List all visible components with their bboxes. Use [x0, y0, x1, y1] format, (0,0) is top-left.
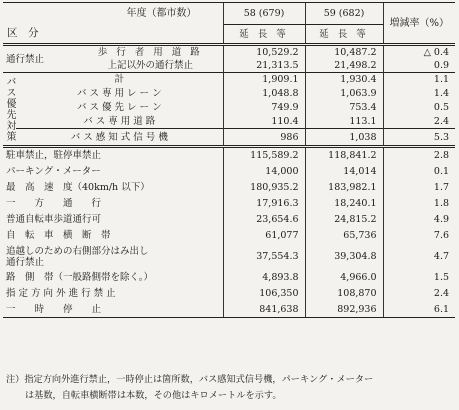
row-label: 駐車禁止，駐停車禁止: [3, 147, 223, 164]
row-label: 一 方 通 行: [6, 198, 102, 209]
rate-header: 増減率（%）: [383, 3, 455, 45]
traffic-group-label: 通行禁止: [3, 45, 78, 73]
value-59: 14,014: [305, 164, 383, 180]
table-row: [3, 129, 455, 147]
col-58-header: 58 (679): [223, 3, 305, 25]
rate-value: 7.6: [383, 228, 455, 244]
table-row: [3, 244, 455, 270]
rate-value: 0.5: [383, 101, 455, 115]
row-label: 上記以外の通行禁止: [107, 59, 194, 71]
row-label: 自 転 車 横 断 帯: [6, 230, 111, 241]
row-label: バ ス 専 用 道 路: [83, 115, 156, 127]
table-row: [3, 302, 455, 318]
value-58: 10,529.2: [223, 45, 305, 59]
value-58: 986: [223, 129, 305, 147]
table-row: [3, 286, 455, 302]
value-59: 753.4: [305, 101, 383, 115]
rate-value: 5.3: [383, 129, 455, 147]
rate-value: 2.4: [383, 286, 455, 302]
value-58: 841,638: [223, 302, 305, 318]
value-58: 14,000: [223, 164, 305, 180]
value-59: 1,930.4: [305, 73, 383, 87]
rate-value: 4.7: [383, 244, 455, 270]
value-58: 180,935.2: [223, 180, 305, 196]
row-label: 歩 行 者 用 道 路: [78, 45, 223, 59]
value-58: 21,313.5: [223, 59, 305, 73]
value-59: 10,487.2: [305, 45, 383, 59]
value-59: 108,870: [305, 286, 383, 302]
year-header: 年度（都市数）: [3, 3, 223, 25]
rate-value: 0.1: [383, 164, 455, 180]
table-row: [3, 212, 455, 228]
table-row: [3, 270, 455, 286]
traffic-regulation-table: [3, 2, 455, 318]
row-label: バ ス 専 用 レ ー ン: [76, 88, 162, 99]
value-59: 113.1: [305, 115, 383, 129]
footnote-line2: は基数，自転車横断帯は本数，その他はキロメートルを示す。: [25, 390, 282, 401]
value-58: 1,909.1: [223, 73, 305, 87]
row-label: 最 高 速 度（40km/h 以下）: [6, 182, 150, 193]
row-label: 計: [16, 73, 223, 87]
value-59: 21,498.2: [305, 59, 383, 73]
row-label: 指 定 方 向 外 進 行 禁 止: [6, 288, 116, 299]
value-59: 1,038: [305, 129, 383, 147]
rate-value: 1.1: [383, 73, 455, 87]
row-label: 普通自転車歩道通行可: [6, 214, 102, 225]
table-row: [3, 180, 455, 196]
value-58: 17,916.3: [223, 196, 305, 212]
value-59: 183,982.1: [305, 180, 383, 196]
table-row: [3, 147, 455, 164]
row-label: バ ス 優 先 レ ー ン: [76, 102, 162, 113]
row-label-line1: 追越しのための右側部分はみ出し: [6, 245, 149, 257]
table-row: [3, 228, 455, 244]
rate-value: 1.7: [383, 180, 455, 196]
value-59: 4,966.0: [305, 270, 383, 286]
footnote-line1: 注）指定方向外進行禁止，一時停止は箇所数，バス感知式信号機，パーキング・メーター: [6, 374, 374, 385]
row-label: 路 側 帯（一般路側帯を除く。）: [6, 272, 154, 283]
value-58: 37,554.3: [223, 244, 305, 270]
row-label-two-line: [3, 244, 223, 270]
value-58: 1,048.8: [223, 87, 305, 101]
rate-value: 2.4: [383, 115, 455, 129]
value-59: 65,736: [305, 228, 383, 244]
col-59-header: 59 (682): [305, 3, 383, 25]
value-59: 24,815.2: [305, 212, 383, 228]
value-58: 106,350: [223, 286, 305, 302]
rate-value: 1.8: [383, 196, 455, 212]
rate-value: 0.9: [383, 59, 455, 73]
value-58: 115,589.2: [223, 147, 305, 164]
table-row: [3, 196, 455, 212]
value-58: 61,077: [223, 228, 305, 244]
rate-value: 4.9: [383, 212, 455, 228]
rate-value: 2.8: [383, 147, 455, 164]
value-58: 749.9: [223, 101, 305, 115]
value-59: 118,841.2: [305, 147, 383, 164]
rate-value: 1.4: [383, 87, 455, 101]
rate-value: △ 0.4: [383, 45, 455, 59]
value-59: 892,936: [305, 302, 383, 318]
value-58: 110.4: [223, 115, 305, 129]
table-row: [3, 45, 455, 59]
header-row-1: [3, 3, 455, 25]
bus-group-label: バス優先対策: [3, 73, 16, 147]
row-label: バ ス 感 知 式 信 号 機: [16, 129, 223, 147]
row-label-line2: 通行禁止: [6, 256, 45, 268]
kubun-header: 区 分: [7, 27, 39, 40]
value-59: 1,063.9: [305, 87, 383, 101]
value-59: 39,304.8: [305, 244, 383, 270]
table-row: [3, 115, 455, 129]
rate-value: 6.1: [383, 302, 455, 318]
length-58-header: 延 長 等: [223, 25, 305, 45]
row-label: パーキング・メーター: [6, 166, 101, 177]
length-59-header: 延 長 等: [305, 25, 383, 45]
table-row: [3, 164, 455, 180]
table-row: [3, 87, 455, 101]
table-row: [3, 73, 455, 87]
rate-value: 1.5: [383, 270, 455, 286]
value-58: 4,893.8: [223, 270, 305, 286]
row-label: 一 時 停 止: [3, 302, 223, 318]
value-58: 23,654.6: [223, 212, 305, 228]
footnote: [6, 372, 456, 404]
table-row: [3, 101, 455, 115]
value-59: 18,240.1: [305, 196, 383, 212]
